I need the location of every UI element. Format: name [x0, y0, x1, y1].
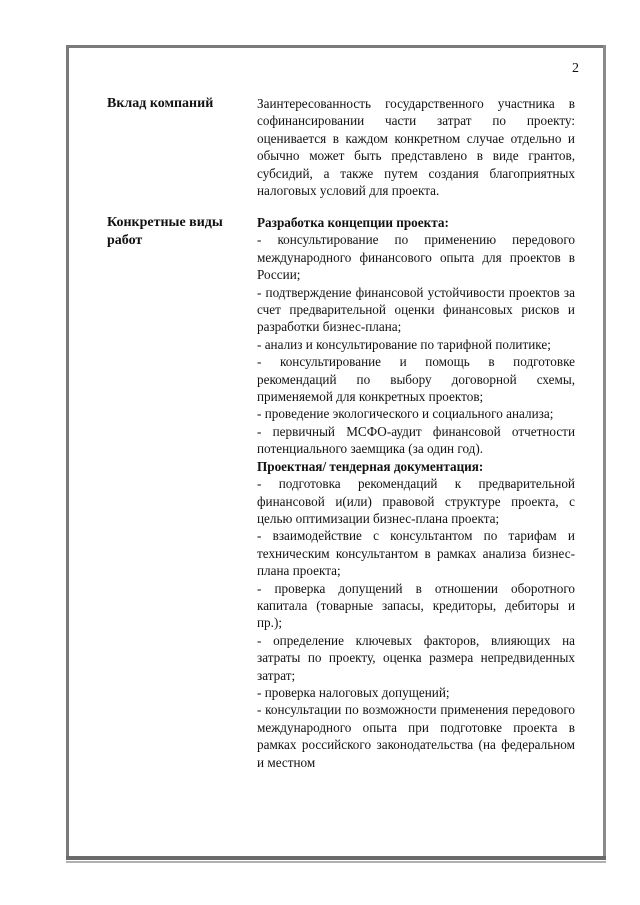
list-item: - взаимодействие с консультантом по тарифам и техническим консультантом в рамках анализа бизнес-плана проекта; — [257, 528, 575, 579]
list-item: - консультирование по применению передового международного финансового опыта для проектов в России; — [257, 232, 575, 283]
paragraph: Заинтересованность государственного участника в софинансировании части затрат по проекту: оценивается в каждом конкретном случае отдельно и обычно может быть представлено в виде грантов, субсидий, а также путем создания благоприятных налоговых условий для проекта. — [257, 96, 575, 199]
section-heading-concept: Разработка концепции проекта: — [257, 215, 449, 230]
scan-border-right — [603, 45, 606, 859]
list-item: - консультирование и помощь в подготовке рекомендаций по выбору договорной схемы, применяемой для конкретных проектов; — [257, 354, 575, 405]
page-number: 2 — [572, 61, 579, 76]
section-body-work-types — [257, 214, 575, 771]
list-item: - определение ключевых факторов, влияющих на затраты по проекту, оценка размера непредвиденных затрат; — [257, 632, 575, 683]
scan-border-bottom-shadow — [66, 861, 606, 863]
section-heading-tender-docs: Проектная/ тендерная документация: — [257, 458, 484, 474]
scan-border-bottom — [66, 856, 606, 860]
section-body-contribution — [257, 95, 575, 199]
list-item: - проверка допущений в отношении оборотного капитала (товарные запасы, кредиторы, дебиторы и пр.); — [257, 580, 575, 631]
scan-border-left — [66, 45, 69, 859]
scan-border-top — [66, 45, 606, 48]
list-item: - первичный МСФО-аудит финансовой отчетности потенциального заемщика (за один год). — [257, 423, 575, 457]
list-item: - анализ и консультирование по тарифной политике; — [257, 336, 551, 352]
section-label-contribution: Вклад компаний — [107, 96, 214, 111]
section-label-work-types: Конкретные виды работ — [107, 215, 223, 248]
list-item: - подготовка рекомендаций к предварительной финансовой и(или) правовой структуре проекта, с целью оптимизации бизнес-плана проекта; — [257, 476, 575, 526]
list-item: - проведение экологического и социального анализа; — [257, 406, 554, 422]
list-item: - консультации по возможности применения передового международного опыта при подготовке проекта в рамках российского законодательства (на федеральном и местном — [257, 702, 575, 770]
list-item: - проверка налоговых допущений; — [257, 684, 450, 700]
list-item: - подтверждение финансовой устойчивости проектов за счет предварительной оценки финансовых рисков и разработки бизнес-плана; — [257, 284, 575, 335]
